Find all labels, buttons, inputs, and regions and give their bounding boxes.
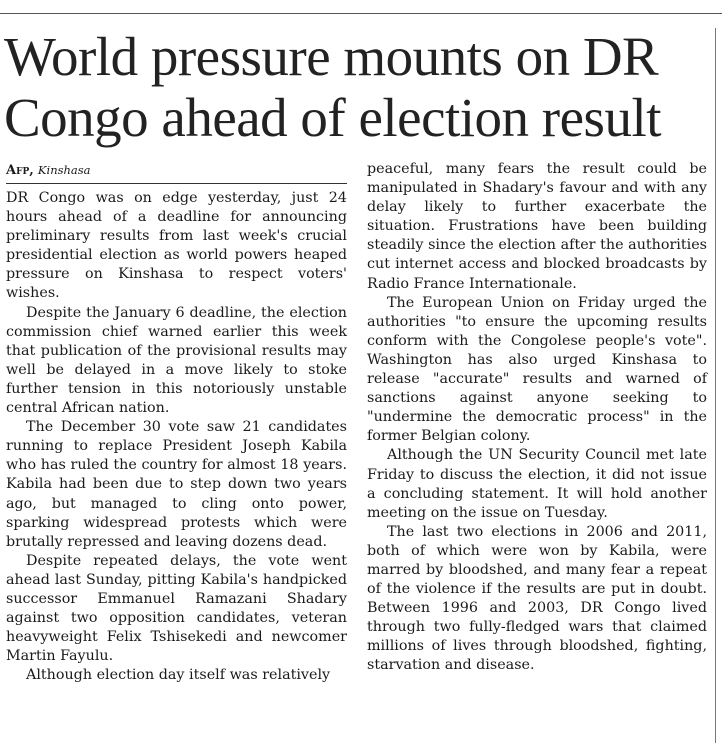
paragraph: Despite repeated delays, the vote went ahead last Sunday, pitting Kabila's handpicked successor Emmanuel Ramazani Shadary against two opposition candidates, veteran heavyweight Felix Tshisekedi and newcomer Martin Fayulu. xyxy=(6,552,347,665)
top-rule xyxy=(0,13,722,14)
byline-place: Kinshasa xyxy=(37,163,91,177)
column-edge-rule xyxy=(715,28,716,743)
article-column-left xyxy=(6,158,347,685)
paragraph: Despite the January 6 deadline, the election commission chief warned earlier this week that publication of the provisional results may well be delayed in a move likely to stoke further tension in this notoriously unstable central African nation. xyxy=(6,304,347,417)
paragraph: The last two elections in 2006 and 2011, both of which were won by Kabila, were marred by bloodshed, and many fear a repeat of the violence if the results are put in doubt. Between 1996 and 2003, DR Congo lived through two fully-fledged wars that claimed millions of lives through bloodshed, fighting, starvation and disease. xyxy=(367,523,707,674)
byline-agency: Afp, xyxy=(6,163,34,178)
byline xyxy=(6,158,347,184)
paragraph: Although election day itself was relatively xyxy=(26,667,331,684)
paragraph: DR Congo was on edge yesterday, just 24 hours ahead of a deadline for announcing preliminary results from last week's crucial presidential election as world powers heaped pressure on Kinshasa to respect voters' wishes. xyxy=(6,190,347,302)
article-column-right xyxy=(367,160,707,676)
paragraph: The European Union on Friday urged the authorities "to ensure the upcoming results conform with the Congolese people's vote". Washington has also urged Kinshasa to release "accurate" results and warned of sanctions against anyone seeking to "undermine the democratic process" in the former Belgian colony. xyxy=(367,294,707,445)
paragraph: peaceful, many fears the result could be manipulated in Shadary's favour and with any delay likely to further exacerbate the situation. Frustrations have been building steadily since the election after the authorities cut internet access and blocked broadcasts by Radio France Internationale. xyxy=(367,161,707,292)
paragraph: The December 30 vote saw 21 candidates running to replace President Joseph Kabila who has ruled the country for almost 18 years. Kabila had been due to step down two years ago, but managed to cling onto power, sparking widespread protests which were brutally repressed and leaving dozens dead. xyxy=(6,419,347,550)
paragraph: Although the UN Security Council met late Friday to discuss the election, it did not issue a concluding statement. It will hold another meeting on the issue on Tuesday. xyxy=(367,447,707,521)
headline: World pressure mounts on DR Congo ahead of election result xyxy=(4,26,662,148)
